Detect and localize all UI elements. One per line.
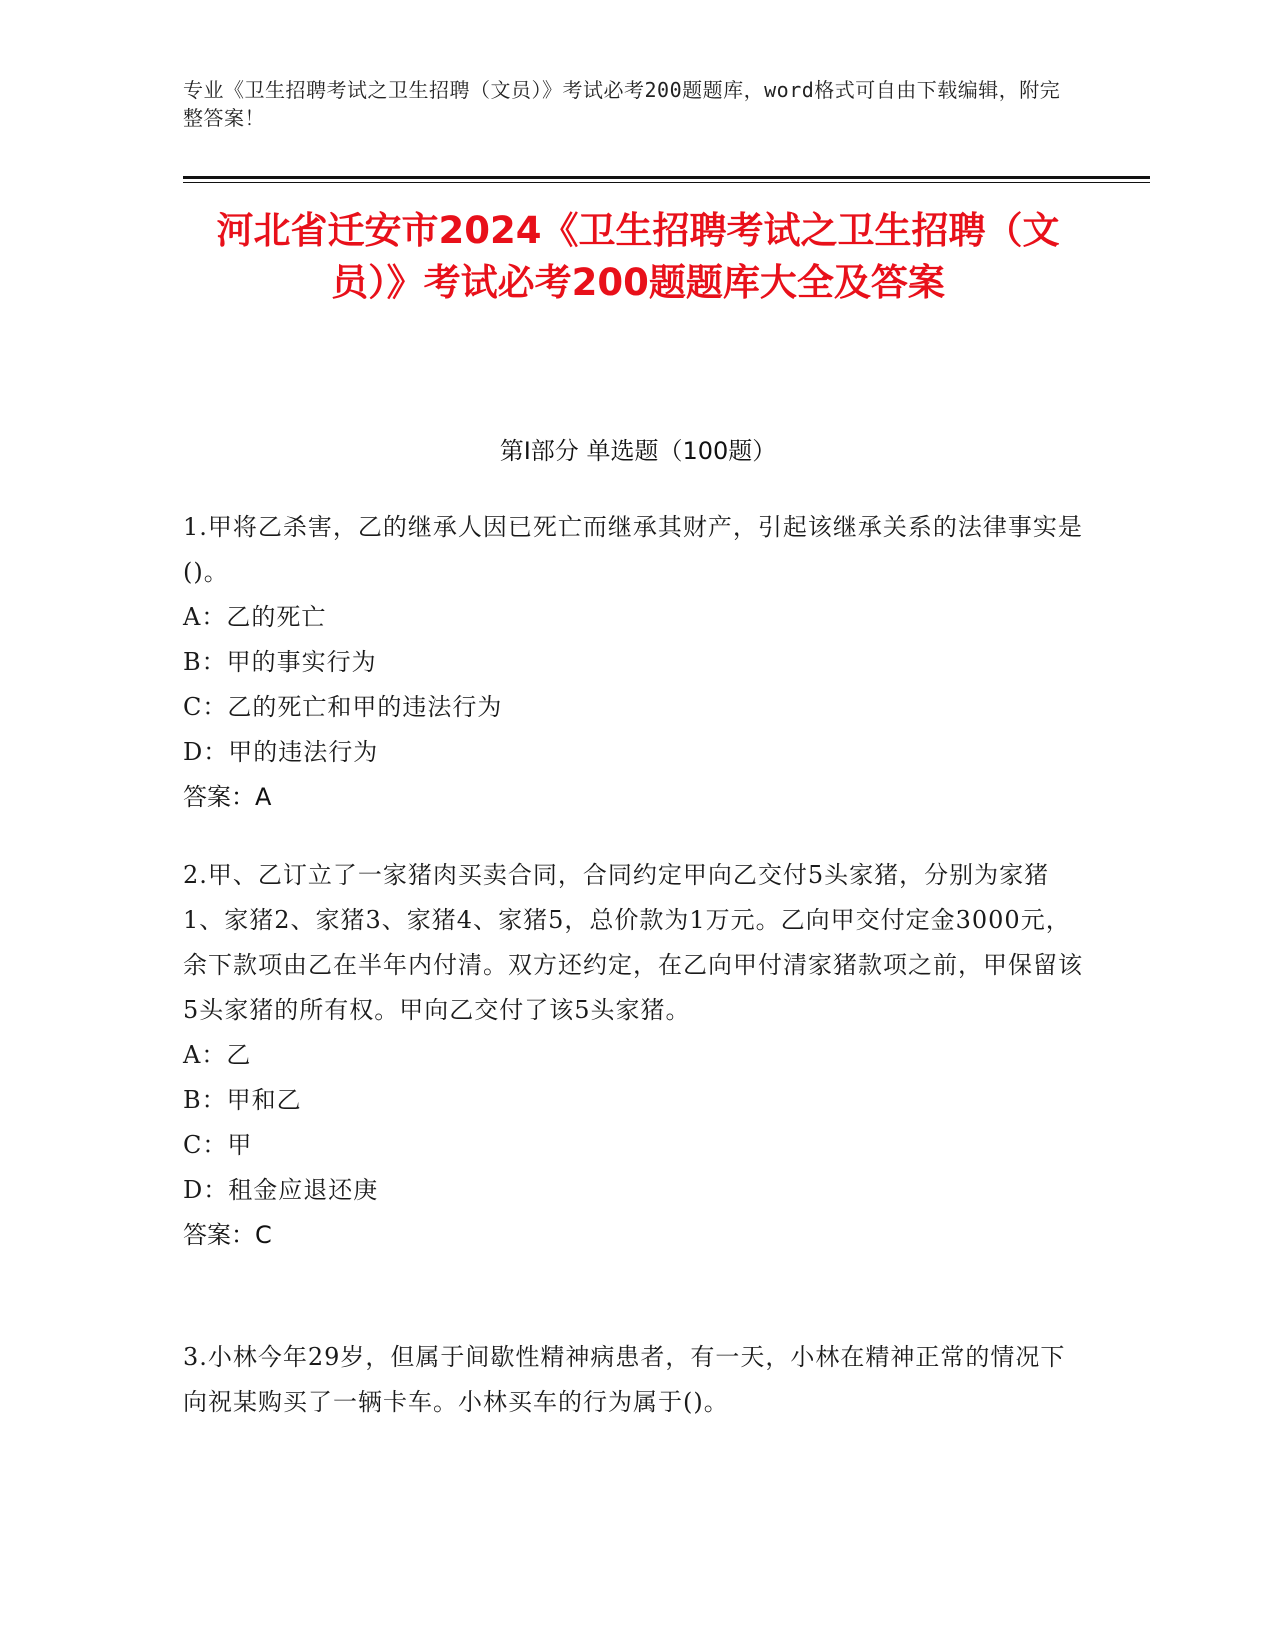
- option-d: D：甲的违法行为: [183, 738, 379, 766]
- header-note: 专业《卫生招聘考试之卫生招聘（文员）》考试必考200题题库，word格式可自由下载编辑，附完整答案！: [183, 78, 1061, 130]
- question-stem: 2.甲、乙订立了一家猪肉买卖合同，合同约定甲向乙交付5头家猪，分别为家猪1、家猪2、家猪3、家猪4、家猪5，总价款为1万元。乙向甲交付定金3000元，余下款项由乙在半年内付清。双方还约定，在乙向甲付清家猪款项之前，甲保留该5头家猪的所有权。甲向乙交付了该5头家猪。: [183, 861, 1083, 1024]
- answer: 答案：C: [183, 1221, 272, 1249]
- question-stem: 1.甲将乙杀害，乙的继承人因已死亡而继承其财产，引起该继承关系的法律事实是()。: [183, 513, 1083, 586]
- option-a: A：乙的死亡: [183, 603, 327, 631]
- question-stem: 3.小林今年29岁，但属于间歇性精神病患者，有一天，小林在精神正常的情况下向祝某购买了一辆卡车。小林买车的行为属于()。: [183, 1343, 1066, 1416]
- section-title: 第Ⅰ部分 单选题（100题）: [499, 437, 777, 465]
- option-b: B：甲和乙: [183, 1086, 302, 1114]
- document-title: 河北省迁安市2024《卫生招聘考试之卫生招聘（文员）》考试必考200题题库大全及答案: [216, 209, 1060, 304]
- option-b: B：甲的事实行为: [183, 648, 377, 676]
- header-rule-thick: [183, 176, 1150, 179]
- header-rule-thin: [183, 182, 1150, 183]
- question-3: [183, 1335, 1083, 1425]
- answer: 答案：A: [183, 783, 272, 811]
- question-2: [183, 853, 1083, 1258]
- option-c: C：乙的死亡和甲的违法行为: [183, 693, 503, 721]
- option-a: A：乙: [183, 1041, 252, 1069]
- option-d: D：租金应退还庚: [183, 1176, 379, 1204]
- option-c: C：甲: [183, 1131, 253, 1159]
- question-1: [183, 505, 1083, 820]
